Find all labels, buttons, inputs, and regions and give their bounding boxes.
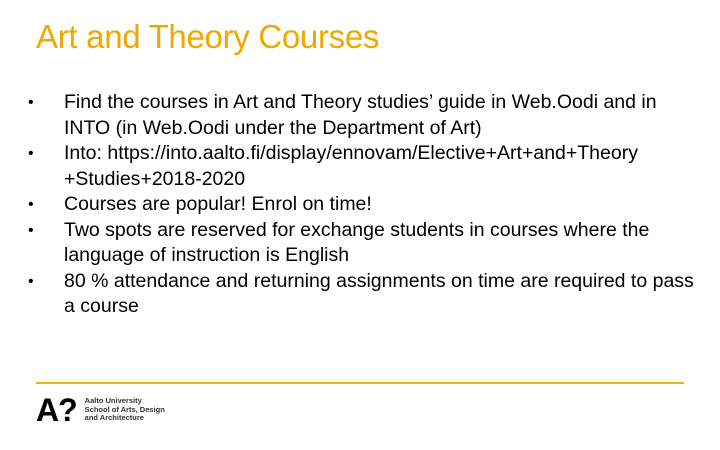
bullet-icon: • (28, 272, 34, 290)
bullet-icon: • (28, 221, 34, 239)
slide-title: Art and Theory Courses (36, 18, 380, 55)
logo-line-university: Aalto University (84, 396, 142, 406)
bullet-text: Two spots are reserved for exchange students in courses where the language of instruction is English (64, 218, 650, 266)
bullet-icon: • (28, 196, 34, 213)
list-item (28, 192, 700, 218)
aalto-logo-mark: A? (36, 392, 77, 428)
bullet-text-url: Into: https://into.aalto.fi/display/ennovam/Elective+Art+and+Theory+Studies+2018-2020 (64, 142, 638, 190)
bullet-text: Courses are popular! Enrol on time! (64, 193, 372, 215)
bullet-list (28, 90, 700, 320)
logo-line-school: School of Arts, Design (84, 404, 165, 414)
aalto-logo (36, 392, 165, 428)
list-item (28, 269, 700, 320)
bullet-icon: • (28, 94, 34, 111)
bullet-icon: • (28, 145, 34, 162)
logo-line-architecture: and Architecture (84, 413, 144, 423)
footer-divider (36, 382, 684, 384)
bullet-text: 80 % attendance and returning assignments on time are required to pass a course (64, 269, 694, 317)
list-item (28, 218, 700, 269)
bullet-text: Find the courses in Art and Theory studies’ guide in Web.Oodi and in INTO (in Web.Oodi under the Department of Art) (64, 91, 657, 139)
list-item (28, 141, 700, 192)
aalto-logo-text (85, 397, 165, 423)
list-item (28, 90, 700, 141)
